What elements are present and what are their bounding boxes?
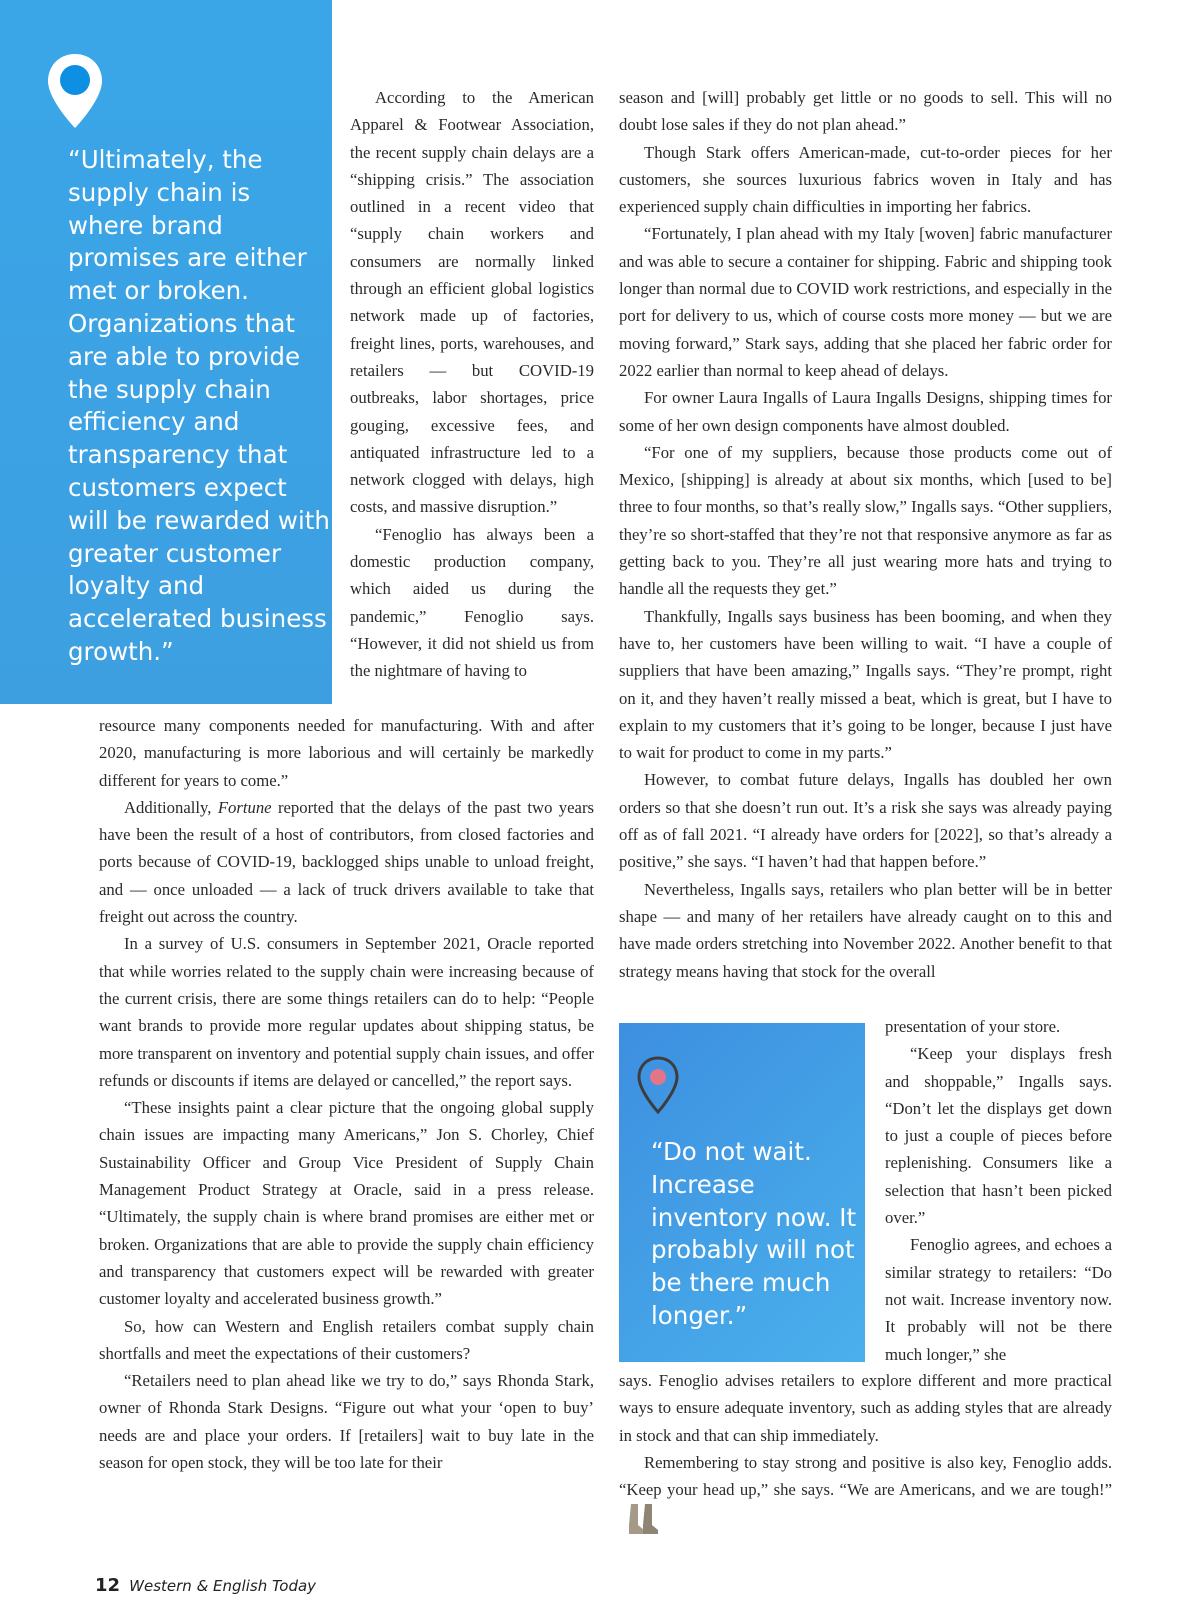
magazine-title: Western & English Today bbox=[129, 1577, 317, 1595]
paragraph: Thankfully, Ingalls says business has been booming, and when they have to, her customers have been willing to wait. “I have a couple of suppliers that have been amazing,” Ingalls says. “They’re prompt, right on it, and they haven’t really missed a beat, which is great, but I have to explain to my customers that it’s going to be longer, because I just have to wait for product to come in my parts.” bbox=[619, 606, 1112, 763]
pull-quote-text: “Do not wait. Increase inventory now. It probably will not be there much longer.” bbox=[651, 1137, 857, 1330]
article-column-right bbox=[619, 84, 1112, 985]
paragraph-continuation: season and [will] probably get little or no goods to sell. This will no doubt lose sales if they do not plan ahead.” bbox=[619, 88, 1112, 135]
paragraph: However, to combat future delays, Ingalls has doubled her own orders so that she doesn’t run out. It’s a risk she says was already paying off as of fall 2021. “I already have orders for [2022], so that’s already a positive,” she says. “I haven’t had that happen before.” bbox=[619, 770, 1112, 872]
location-pin-icon bbox=[637, 1056, 679, 1114]
location-pin-icon bbox=[46, 52, 104, 130]
paragraph: “Keep your displays fresh and shoppable,” Ingalls says. “Don’t let the displays get down to just a couple of pieces before replenishing. Consumers like a selection that hasn’t been picked over.” bbox=[885, 1044, 1112, 1228]
pull-quote-box bbox=[0, 0, 332, 704]
paragraph-continuation: resource many components needed for manufacturing. With and after 2020, manufacturing is more laborious and will certainly be markedly different for years to come.” bbox=[99, 716, 594, 790]
paragraph: Nevertheless, Ingalls says, retailers who plan better will be in better shape — and many of her retailers have already caught on to this and have made orders stretching into November 2022. Another benefit to that strategy means having that stock for the overall bbox=[619, 879, 1112, 981]
paragraph: Fenoglio agrees, and echoes a similar strategy to retailers: “Do not wait. Increase inventory now. It probably will not be there much longer,” she bbox=[885, 1235, 1112, 1364]
pull-quote-text: “Ultimately, the supply chain is where brand promises are either met or broken. Organizations that are able to provide the supply chain efficiency and transparency that customers expect will be rewarded with greater customer loyalty and accelerated business growth.” bbox=[68, 145, 330, 666]
pull-quote-box bbox=[619, 1023, 865, 1362]
page-number: 12 bbox=[95, 1575, 121, 1596]
paragraph: “Fenoglio has always been a domestic production company, which aided us during the pandemic,” Fenoglio says. “However, it did not shield us from the nightmare of having to bbox=[350, 524, 594, 681]
paragraph: In a survey of U.S. consumers in September 2021, Oracle reported that while worries related to the supply chain were increasing because of the current crisis, there are some things retailers can do to help: “People want brands to provide more regular updates about shipping status, be more transparent on inventory and potential supply chain issues, and offer refunds or discounts if items are delayed or cancelled,” the report says. bbox=[99, 934, 594, 1090]
paragraph-continuation: presentation of your store. bbox=[885, 1017, 1061, 1036]
page-footer bbox=[95, 1575, 316, 1596]
article-column-left bbox=[99, 712, 594, 1476]
boots-icon bbox=[625, 1503, 663, 1535]
article-column-left-top bbox=[350, 84, 594, 685]
paragraph: “For one of my suppliers, because those products come out of Mexico, [shipping] is already at about six months, which [used to be] three to four months, so that’s really slow,” Ingalls says. “Other suppliers, they’re so short-staffed that they’re not that responsive anymore as far as getting back to you. They’re all just wearing more hats and trying to handle all the requests they get.” bbox=[619, 442, 1112, 599]
paragraph: For owner Laura Ingalls of Laura Ingalls Designs, shipping times for some of her own design components have almost doubled. bbox=[619, 388, 1112, 435]
article-column-right-bottom bbox=[619, 1367, 1112, 1538]
paragraph: So, how can Western and English retailers combat supply chain shortfalls and meet the expectations of their customers? bbox=[99, 1316, 594, 1363]
paragraph: According to the American Apparel & Footwear Association, the recent supply chain delays are a “shipping crisis.” The association outlined in a recent video that “supply chain workers and consumers are normally linked through an efficient global logistics network made up of factories, freight lines, ports, warehouses, and retailers — but COVID-19 outbreaks, labor shortages, price gouging, excessive fees, and antiquated infrastructure led to a network clogged with delays, high costs, and massive disruption.” bbox=[350, 88, 594, 517]
paragraph: Additionally, Fortune reported that the delays of the past two years have been the result of a host of contributors, from closed factories and ports because of COVID-19, backlogged ships unable to unload freight, and — once unloaded — a lack of truck drivers available to take that freight out across the country. bbox=[99, 797, 594, 927]
paragraph: Though Stark offers American-made, cut-to-order pieces for her customers, she sources luxurious fabrics woven in Italy and has experienced supply chain difficulties in importing her fabrics. bbox=[619, 142, 1112, 217]
paragraph-continuation: says. Fenoglio advises retailers to explore different and more practical ways to ensure adequate inventory, such as adding styles that are already in stock and that can ship immediately. bbox=[619, 1371, 1112, 1445]
paragraph: “Retailers need to plan ahead like we try to do,” says Rhonda Stark, owner of Rhonda Stark Designs. “Figure out what your ‘open to buy’ needs are and place your orders. If [retailers] wait to buy late in the season for open stock, they will be too late for their bbox=[99, 1371, 594, 1473]
article-column-right-narrow bbox=[885, 1013, 1112, 1368]
paragraph: “These insights paint a clear picture that the ongoing global supply chain issues are impacting many Americans,” Jon S. Chorley, Chief Sustainability Officer and Group Vice President of Supply Chain Management Product Strategy at Oracle, said in a press release. “Ultimately, the supply chain is where brand promises are either met or broken. Organizations that are able to provide the supply chain efficiency and transparency that customers expect will be rewarded with greater customer loyalty and accelerated business growth.” bbox=[99, 1098, 594, 1309]
paragraph: “Fortunately, I plan ahead with my Italy [woven] fabric manufacturer and was able to secure a container for shipping. Fabric and shipping took longer than normal due to COVID work restrictions, and especially in the port for delivery to us, which of course costs more money — but we are moving forward,” Stark says, adding that she placed her fabric order for 2022 earlier than normal to keep ahead of delays. bbox=[619, 224, 1112, 380]
paragraph: Remembering to stay strong and positive is also key, Fenoglio adds. “Keep your head up,” she says. “We are Americans, and we are tough!” bbox=[619, 1449, 1112, 1538]
publication-name: Fortune bbox=[217, 797, 272, 817]
